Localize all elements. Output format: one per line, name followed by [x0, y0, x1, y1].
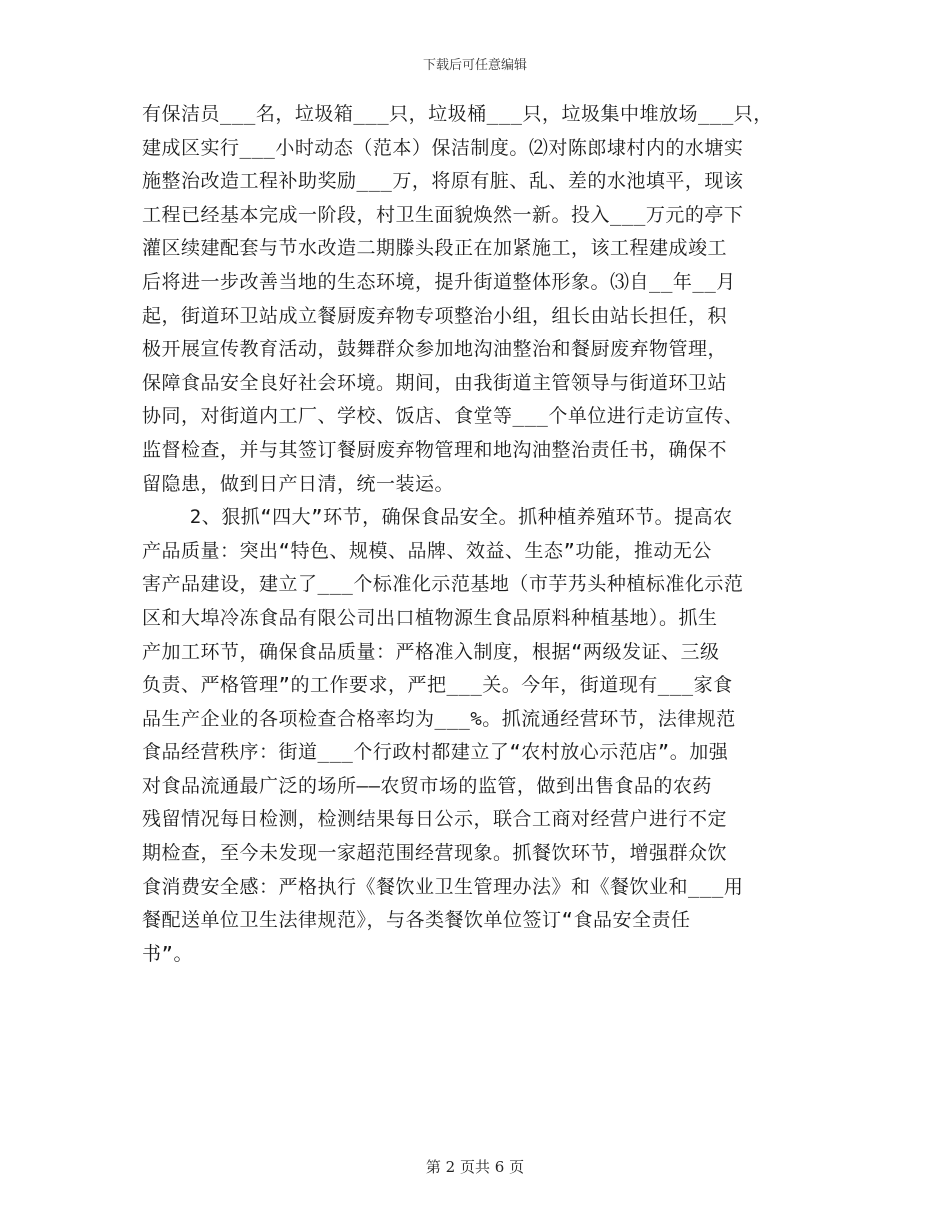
body-line: 期检查，至今未发现一家超范围经营现象。抓餐饮环节，增强群众饮 — [142, 842, 728, 865]
body-line: 书”。 — [142, 942, 193, 965]
body-line: 留隐患，做到日产日清，统一装运。 — [142, 472, 455, 495]
document-body — [142, 98, 812, 971]
body-line: 残留情况每日检测，检测结果每日公示，联合工商对经营户进行不定 — [142, 808, 728, 831]
body-line: 协同，对街道内工厂、学校、饭店、食堂等___个单位进行走访宣传、 — [142, 405, 744, 428]
body-line: 起，街道环卫站成立餐厨废弃物专项整治小组，组长由站长担任，积 — [142, 304, 728, 327]
body-line: 食消费安全感：严格执行《餐饮业卫生管理办法》和《餐饮业和___用 — [142, 875, 744, 898]
body-line: 区和大埠冷冻食品有限公司出口植物源生食品原料种植基地）。抓生 — [142, 606, 718, 629]
body-line: 害产品建设，建立了___个标准化示范基地（市芋艿头种植标准化示范 — [142, 573, 744, 596]
body-line: 产品质量：突出“特色、规模、品牌、效益、生态”功能，推动无公 — [142, 539, 712, 562]
page-footer: 第 2 页共 6 页 — [425, 1158, 525, 1176]
body-line: 2、狠抓“四大”环节，确保食品安全。抓种植养殖环节。提高农 — [142, 506, 733, 529]
body-line: 有保洁员___名，垃圾箱___只，垃圾桶___只，垃圾集中堆放场___只， — [142, 103, 773, 125]
body-line: 施整治改造工程补助奖励___万，将原有脏、乱、差的水池填平，现该 — [142, 170, 744, 193]
page-header: 下载后可任意编辑 — [422, 58, 527, 73]
body-line: 工程已经基本完成一阶段，村卫生面貌焕然一新。投入___万元的亭下 — [142, 203, 744, 226]
body-line: 建成区实行___小时动态（范本）保洁制度。⑵对陈郎埭村内的水塘实 — [142, 136, 744, 159]
body-line: 灌区续建配套与节水改造二期滕头段正在加紧施工，该工程建成竣工 — [142, 237, 728, 260]
body-line: 后将进一步改善当地的生态环境，提升街道整体形象。⑶自__年__月 — [142, 270, 736, 293]
body-line: 食品经营秩序：街道___个行政村都建立了“农村放心示范店”。加强 — [142, 741, 729, 764]
body-line: 监督检查，并与其签订餐厨废弃物管理和地沟油整治责任书，确保不 — [142, 438, 728, 461]
body-line: 餐配送单位卫生法律规范》，与各类餐饮单位签订“食品安全责任 — [142, 909, 691, 932]
body-line: 极开展宣传教育活动，鼓舞群众参加地沟油整治和餐厨废弃物管理， — [142, 338, 728, 361]
body-line: 负责、严格管理”的工作要求，严把___关。今年，街道现有___家食 — [142, 674, 733, 697]
body-line: 对食品流通最广泛的场所——农贸市场的监管，做到出售食品的农药 — [142, 774, 712, 797]
body-line: 产加工环节，确保食品质量：严格准入制度，根据“两级发证、三级 — [142, 640, 720, 663]
body-line: 品生产企业的各项检查合格率均为___%。抓流通经营环节，法律规范 — [142, 707, 736, 730]
body-line: 保障食品安全良好社会环境。期间，由我街道主管领导与街道环卫站 — [142, 371, 728, 394]
